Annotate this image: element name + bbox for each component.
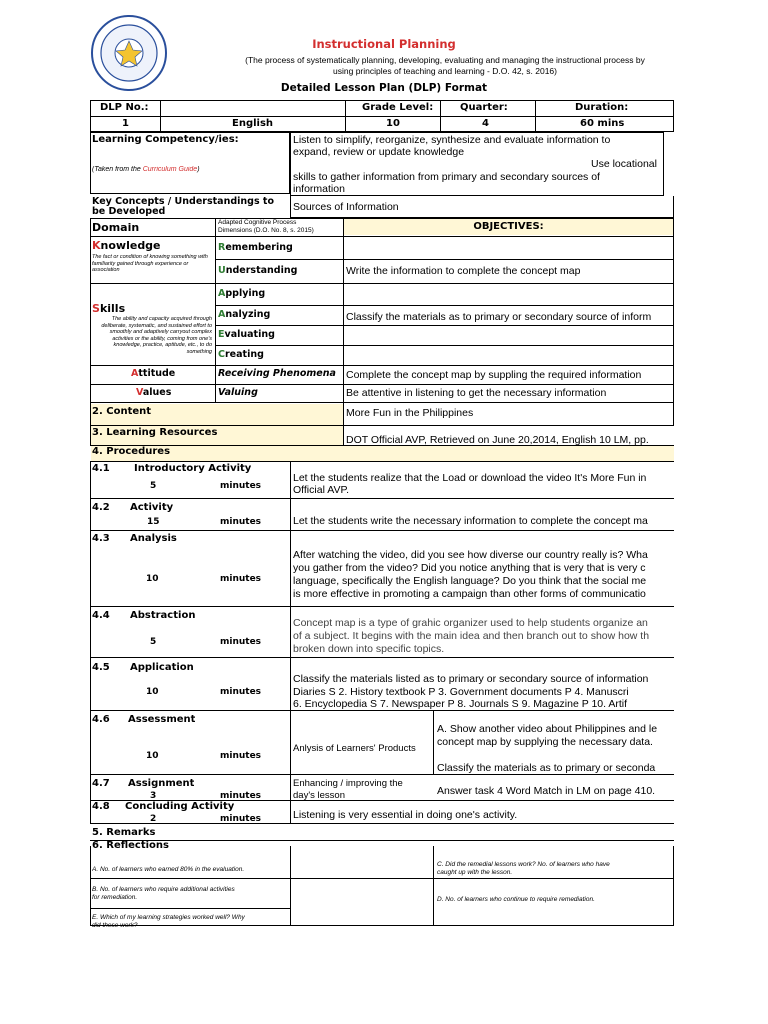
divider bbox=[215, 218, 216, 403]
proc-name: Concluding Activity bbox=[125, 801, 235, 812]
divider bbox=[90, 426, 91, 446]
proc-line: Classify the materials as to primary or seconda bbox=[437, 762, 656, 774]
proc-line: After watching the video, did you see how diverse our country really is? Wha bbox=[293, 549, 648, 561]
attitude-process: Receiving Phenomena bbox=[218, 368, 336, 379]
divider bbox=[90, 445, 674, 446]
applying-label: Applying bbox=[218, 288, 266, 299]
duration-value: 60 mins bbox=[580, 118, 625, 129]
divider bbox=[290, 846, 291, 926]
competency-line-2: expand, review or update knowledge bbox=[293, 146, 465, 158]
divider bbox=[90, 461, 91, 823]
divider bbox=[90, 606, 674, 607]
resources-value: DOT Official AVP, Retrieved on June 20,2014, English 10 LM, pp. bbox=[346, 434, 649, 446]
reflection-b-2: for remediation. bbox=[92, 894, 138, 901]
proc-name: Assignment bbox=[128, 778, 195, 789]
divider bbox=[90, 461, 674, 462]
proc-line: Diaries S 2. History textbook P 3. Government documents P 4. Manuscri bbox=[293, 686, 629, 698]
proc-minutes-value: 5 bbox=[150, 637, 157, 647]
understanding-label: Understanding bbox=[218, 265, 298, 276]
proc-minutes-unit: minutes bbox=[220, 687, 262, 697]
proc-line: A. Show another video about Philippines and le bbox=[437, 723, 658, 735]
divider bbox=[90, 116, 674, 117]
proc-minutes-value: 3 bbox=[150, 791, 157, 801]
proc-minutes-value: 15 bbox=[147, 517, 160, 527]
format-title: Detailed Lesson Plan (DLP) Format bbox=[280, 82, 488, 94]
proc-num: 4.6 bbox=[92, 714, 110, 725]
divider bbox=[90, 530, 674, 531]
deped-seal-icon bbox=[90, 14, 168, 92]
proc-name: Activity bbox=[130, 502, 174, 513]
knowledge-label: Knowledge bbox=[92, 239, 161, 252]
proc-name: Abstraction bbox=[130, 610, 196, 621]
proc-num: 4.7 bbox=[92, 778, 110, 789]
proc-minutes-unit: minutes bbox=[220, 751, 262, 761]
values-process: Valuing bbox=[218, 387, 258, 398]
proc-line: is more effective in promoting a campaign than other forms of communicatio bbox=[293, 588, 646, 600]
divider bbox=[345, 100, 346, 132]
divider bbox=[343, 218, 344, 403]
domain-label: Domain bbox=[92, 221, 140, 234]
competency-label: Learning Competency/ies: bbox=[92, 134, 239, 145]
proc-name: Introductory Activity bbox=[134, 463, 252, 474]
dlp-value: 1 bbox=[122, 118, 129, 129]
key-concepts-label-1: Key Concepts / Understandings to bbox=[92, 196, 274, 207]
quarter-value: 4 bbox=[482, 118, 489, 129]
divider bbox=[215, 259, 674, 260]
proc-name: Analysis bbox=[130, 533, 177, 544]
reflection-d: D. No. of learners who continue to require remediation. bbox=[437, 896, 595, 903]
proc-line: Classify the materials listed as to primary or secondary source of information bbox=[293, 673, 649, 685]
proc-line: Concept map is a type of grahic organizer used to help students organize an bbox=[293, 617, 648, 629]
skills-label: Skills bbox=[92, 302, 126, 315]
divider bbox=[90, 365, 674, 366]
duration-label: Duration: bbox=[575, 102, 629, 113]
procedures-label: 4. Procedures bbox=[92, 446, 171, 457]
proc-line: 6. Encyclopedia S 7. Newspaper P 8. Journals S 9. Magazine P 10. Artif bbox=[293, 698, 628, 710]
divider bbox=[433, 710, 434, 774]
proc-line: Official AVP. bbox=[293, 484, 350, 496]
proc-name: Assessment bbox=[128, 714, 196, 725]
proc-line: Listening is very essential in doing one's activity. bbox=[293, 809, 518, 821]
reflection-b-1: B. No. of learners who require additional activities bbox=[92, 886, 235, 893]
proc-name: Application bbox=[130, 662, 194, 673]
proc-line: broken down into specific topics. bbox=[293, 643, 445, 655]
divider bbox=[90, 840, 674, 841]
divider bbox=[433, 846, 434, 926]
divider bbox=[90, 774, 674, 775]
reflection-e-2: did these work? bbox=[92, 922, 138, 929]
proc-line: Answer task 4 Word Match in LM on page 410. bbox=[437, 785, 656, 797]
proc-num: 4.3 bbox=[92, 533, 110, 544]
proc-line: of a subject. It begins with the main idea and then branch out to show how th bbox=[293, 630, 650, 642]
divider bbox=[215, 345, 674, 346]
proc-minutes-value: 5 bbox=[150, 481, 157, 491]
grade-value: 10 bbox=[386, 118, 400, 129]
remarks-label: 5. Remarks bbox=[92, 827, 156, 838]
proc-minutes-unit: minutes bbox=[220, 814, 262, 824]
remembering-label: Remembering bbox=[218, 242, 293, 253]
understanding-objective: Write the information to complete the concept map bbox=[346, 265, 581, 277]
proc-line: you gather from the video? Did you notice anything that is very that is very c bbox=[293, 562, 646, 574]
content-label: 2. Content bbox=[92, 406, 152, 417]
reflection-e-1: E. Which of my learning strategies worked well? Why bbox=[92, 914, 245, 921]
divider bbox=[160, 100, 161, 132]
divider bbox=[343, 403, 344, 426]
divider bbox=[90, 710, 674, 711]
values-label: Values bbox=[136, 387, 172, 398]
competency-line-5: information bbox=[293, 183, 345, 195]
grade-label: Grade Level: bbox=[362, 102, 434, 113]
page-subtitle: (The process of systematically planning, developing, evaluating and managing the instructional process by using principles of teaching and learning - D.O. 42, s. 2016) bbox=[245, 55, 645, 76]
key-concepts-label-2: be Developed bbox=[92, 206, 166, 217]
proc-minutes-value: 2 bbox=[150, 814, 157, 824]
divider bbox=[90, 908, 290, 909]
assessment-method: Anlysis of Learners' Products bbox=[293, 743, 416, 754]
key-concepts-value: Sources of Information bbox=[293, 201, 399, 213]
divider bbox=[290, 461, 291, 823]
quarter-label: Quarter: bbox=[460, 102, 508, 113]
objectives-header: OBJECTIVES: bbox=[473, 221, 544, 232]
analyzing-objective: Classify the materials as to primary or secondary source of inform bbox=[346, 311, 652, 323]
subject-value: English bbox=[232, 118, 274, 129]
divider bbox=[90, 384, 674, 385]
divider bbox=[90, 657, 674, 658]
acp-label: Adapted Cognitive Process Dimensions (D.O. No. 8, s. 2015) bbox=[218, 219, 314, 234]
attitude-objective: Complete the concept map by suppling the required information bbox=[346, 369, 642, 381]
proc-num: 4.4 bbox=[92, 610, 110, 621]
divider bbox=[90, 823, 674, 824]
divider bbox=[90, 878, 674, 879]
dlp-label: DLP No.: bbox=[100, 102, 149, 113]
resources-label: 3. Learning Resources bbox=[92, 427, 218, 438]
assignment-method-1: Enhancing / improving the bbox=[293, 778, 403, 789]
evaluating-label: Evaluating bbox=[218, 329, 275, 340]
reflections-label: 6. Reflections bbox=[92, 840, 169, 851]
divider bbox=[90, 236, 674, 237]
procedures-bg bbox=[91, 446, 674, 461]
proc-minutes-unit: minutes bbox=[220, 791, 262, 801]
creating-label: Creating bbox=[218, 349, 264, 360]
divider bbox=[90, 498, 674, 499]
proc-num: 4.5 bbox=[92, 662, 110, 673]
divider bbox=[215, 305, 674, 306]
divider bbox=[440, 100, 441, 132]
attitude-label: Attitude bbox=[131, 368, 176, 379]
proc-minutes-unit: minutes bbox=[220, 517, 262, 527]
competency-line-1: Listen to simplify, reorganize, synthesize and evaluate information to bbox=[293, 134, 611, 146]
proc-minutes-value: 10 bbox=[146, 687, 159, 697]
proc-minutes-value: 10 bbox=[146, 574, 159, 584]
competency-line-3: Use locational bbox=[591, 158, 657, 170]
skills-desc: The ability and capacity acquired through deliberate, systematic, and sustained effort to smoothly and adaptively carryout complex activities or the ability, coming from one's knowledge, practice, aptitude, etc., to do something bbox=[101, 316, 212, 355]
proc-minutes-unit: minutes bbox=[220, 481, 262, 491]
content-value: More Fun in the Philippines bbox=[346, 407, 474, 419]
knowledge-desc: The fact or condition of knowing something with familiarity gained through experience or association bbox=[92, 254, 208, 273]
proc-line: Let the students realize that the Load or download the video It's More Fun in bbox=[293, 472, 647, 484]
proc-minutes-unit: minutes bbox=[220, 637, 262, 647]
proc-minutes-unit: minutes bbox=[220, 574, 262, 584]
proc-num: 4.8 bbox=[92, 801, 110, 812]
competency-note: (Taken from the Curriculum Guide) bbox=[92, 166, 200, 173]
proc-line: language, specifically the English language? Do you think that the social me bbox=[293, 575, 647, 587]
reflection-c-2: caught up with the lesson. bbox=[437, 869, 513, 876]
divider bbox=[90, 283, 674, 284]
divider bbox=[215, 325, 674, 326]
reflection-a: A. No. of learners who earned 80% in the evaluation. bbox=[92, 866, 245, 873]
proc-line: concept map by supplying the necessary data. bbox=[437, 736, 653, 748]
competency-line-4: skills to gather information from primary and secondary sources of bbox=[293, 171, 600, 183]
proc-num: 4.2 bbox=[92, 502, 110, 513]
proc-line: Let the students write the necessary information to complete the concept ma bbox=[293, 515, 648, 527]
reflection-c-1: C. Did the remedial lessons work? No. of learners who have bbox=[437, 861, 610, 868]
analyzing-label: Analyzing bbox=[218, 309, 271, 320]
proc-num: 4.1 bbox=[92, 463, 110, 474]
page-title: Instructional Planning bbox=[312, 37, 456, 51]
divider bbox=[535, 100, 536, 132]
values-objective: Be attentive in listening to get the necessary information bbox=[346, 387, 607, 399]
divider bbox=[343, 426, 344, 446]
proc-minutes-value: 10 bbox=[146, 751, 159, 761]
assignment-method-2: day's lesson bbox=[293, 790, 345, 801]
